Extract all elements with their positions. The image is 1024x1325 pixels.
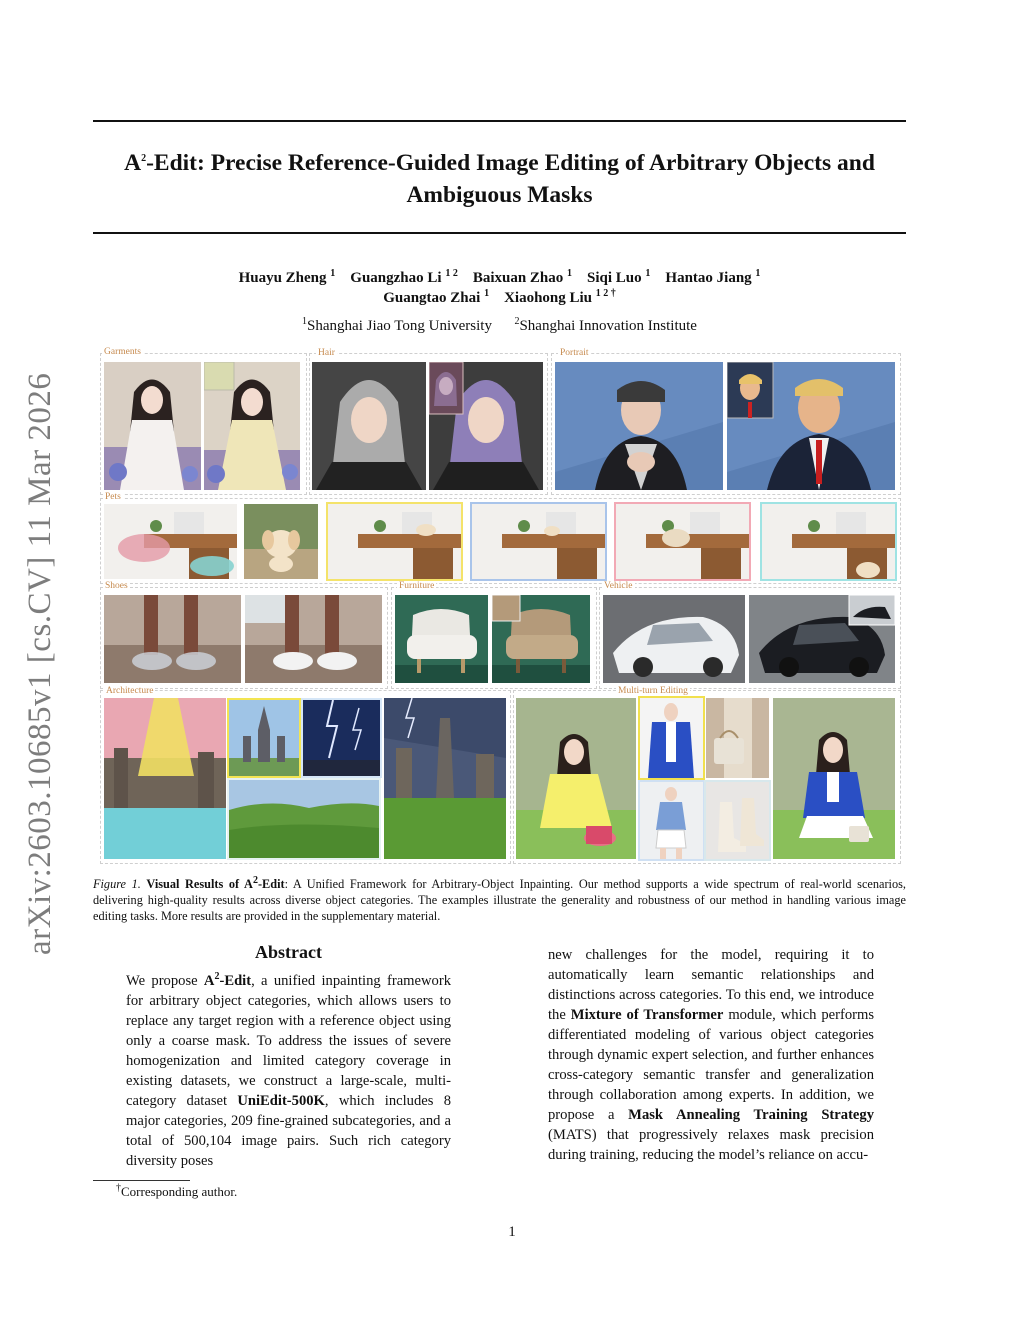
garments-source-image: [104, 362, 201, 490]
label-furniture: Furniture: [399, 581, 435, 591]
pets-source-image: [104, 504, 237, 579]
author-line-1: [93, 270, 906, 287]
shoes-result-image: [245, 595, 382, 683]
label-shoes: Shoes: [105, 581, 128, 591]
author: Siqi Luo $^1$: [587, 268, 651, 286]
furniture-source-image: [395, 595, 488, 683]
vehicle-source-image: [603, 595, 745, 683]
pets-result-image-3: [616, 504, 749, 579]
author: Baixuan Zhao $^1$: [472, 268, 573, 286]
portrait-source-image: [555, 362, 723, 490]
label-portrait: Portrait: [560, 348, 589, 358]
pets-result-image-4: [762, 504, 895, 579]
author: Guangtao Zhai $^1$: [383, 288, 490, 306]
page-number: 1: [508, 1224, 516, 1240]
author: Huayu Zheng $^1$: [238, 268, 336, 286]
caption-label: Figure 1.: [93, 877, 141, 891]
pets-reference-image: [244, 504, 318, 579]
multiturn-reference-1: [640, 698, 703, 778]
abstract-right-column: new challenges for the model, requiring it to automatically learn semantic relationships and distinctions across categories. To this end, we introduce the Mixture of Transformer module, which performs differentiated modeling of various object categories through dynamic expert selection, and further enhances cross-category semantic transfer and generalization through collaboration among experts. In addition, we propose a Mask Annealing Training Strategy (MATS) that progressively relaxes mask precision during training, reducing the model’s reliance on accu-: [548, 947, 875, 1163]
author: Guangzhao Li $^{1 2}$: [350, 268, 458, 286]
paper-title: $A^2$-Edit: Precise Reference-Guided Image Editing of Arbitrary Objects and Ambiguous Masks: [124, 150, 875, 208]
author: Hantao Jiang $^1$: [665, 268, 761, 286]
multiturn-source-image: [516, 698, 636, 859]
shoes-source-image: [104, 595, 241, 683]
hair-result-image: [429, 362, 543, 490]
architecture-result-image: [384, 698, 506, 859]
multiturn-result-image: [773, 698, 895, 859]
footnote-rule: [93, 1180, 190, 1181]
multiturn-reference-3: [640, 782, 703, 859]
label-multiturn: Multi-turn Editing: [618, 686, 688, 696]
footnote: †Corresponding author.: [116, 1182, 238, 1199]
vehicle-result-image: [749, 595, 895, 683]
label-hair: Hair: [318, 348, 335, 358]
label-architecture: Architecture: [106, 686, 154, 696]
author-line-2: [93, 290, 906, 307]
garments-result-image: [204, 362, 300, 490]
architecture-reference-3: [229, 780, 379, 858]
architecture-reference-2: [303, 700, 380, 776]
label-garments: Garments: [104, 347, 141, 357]
pets-result-image-1: [328, 504, 461, 579]
multiturn-reference-4: [706, 782, 769, 859]
figure-caption: Figure 1. Visual Results of $A^2$-Edit: A Unified Framework for Arbitrary-Object Inpainting. Our method supports a wide spectrum of real-world scenarios, delivering high-quality results across diverse object categories. The examples illustrate the generality and robustness of our method in handling various image editing tasks. More results are provided in the supplementary material.: [93, 874, 906, 923]
label-vehicle: Vehicle: [604, 581, 633, 591]
architecture-source-image: [104, 698, 226, 859]
label-pets: Pets: [105, 492, 121, 502]
affiliations: $^1$Shanghai Jiao Tong University $^2$Shanghai Innovation Institute: [302, 316, 697, 334]
title-bottom-rule: [93, 232, 906, 234]
arxiv-side-stamp: arXiv:2603.10685v1 [cs.CV] 11 Mar 2026: [22, 372, 58, 955]
architecture-reference-1: [229, 700, 299, 776]
multiturn-reference-2: [706, 698, 769, 778]
author: Xiaohong Liu $^{1 2 \dagger}$: [504, 288, 616, 306]
portrait-result-image: [727, 362, 895, 490]
hair-source-image: [312, 362, 426, 490]
title-top-rule: [93, 120, 906, 122]
furniture-result-image: [492, 595, 590, 683]
pets-result-image-2: [472, 504, 605, 579]
abstract-heading: Abstract: [255, 942, 322, 962]
abstract-left-column: We propose $A^2$-Edit, a unified inpainting framework for arbitrary object categories, which allows users to replace any target region with a reference object using only a coarse mask. To address the issues of severe homogenization and limited category coverage in existing datasets, we construct a large-scale, multi-category dataset UniEdit-500K, which includes 8 major categories, 209 fine-grained subcategories, and a total of 500,104 image pairs. Such rich category diversity poses: [126, 971, 451, 1169]
